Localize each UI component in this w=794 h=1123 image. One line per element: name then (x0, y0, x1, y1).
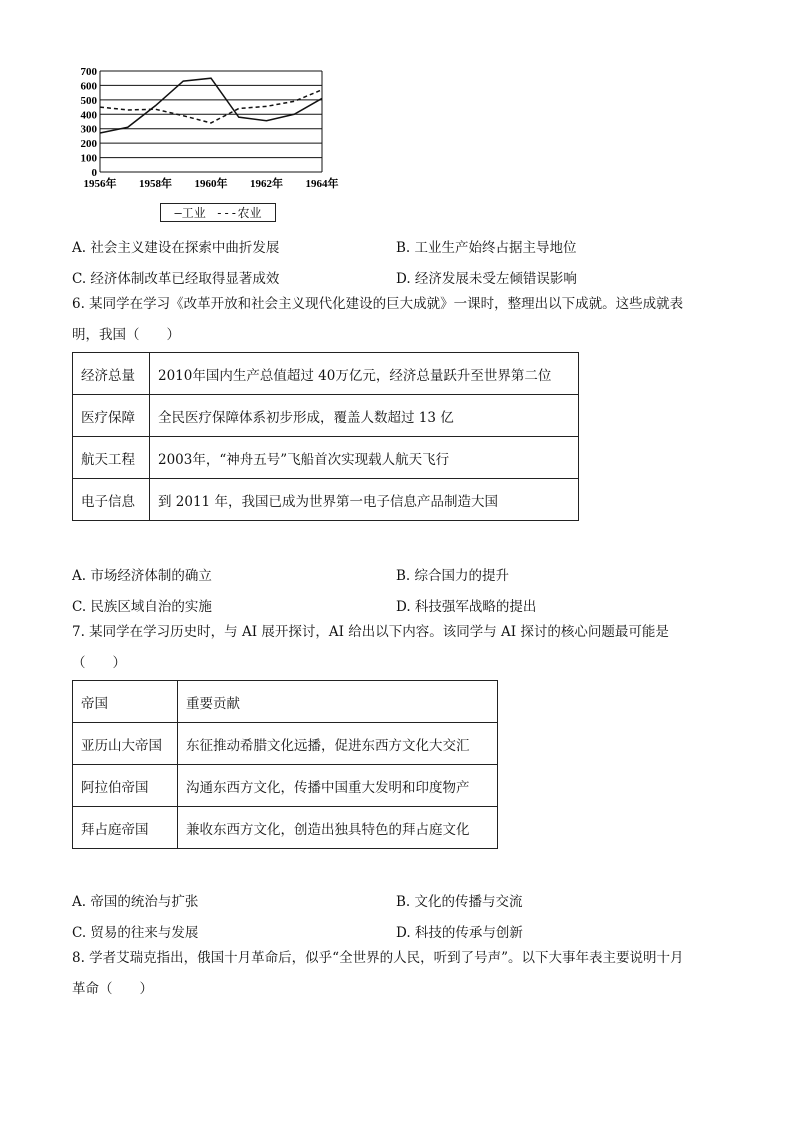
y-tick-label: 600 (80, 80, 97, 93)
chart-legend (160, 203, 276, 222)
table-row (73, 723, 498, 765)
table-cell: 到 2011 年，我国已成为世界第一电子信息产品制造大国 (150, 479, 579, 521)
series-line-agriculture (100, 90, 322, 123)
table-cell: 拜占庭帝国 (73, 807, 178, 849)
x-tick-label: 1958年 (139, 178, 172, 190)
table-cell: 兼收东西方文化，创造出独具特色的拜占庭文化 (178, 807, 498, 849)
q6-option-c: C. 民族区域自治的实施 (72, 599, 212, 615)
q7-stem-line1: 7. 某同学在学习历史时，与 AI 展开探讨，AI 给出以下内容。该同学与 AI 探讨的核心问题最可能是 (72, 624, 669, 640)
q5-option-a: A. 社会主义建设在探索中曲折发展 (72, 240, 280, 256)
table-cell: 阿拉伯帝国 (73, 765, 178, 807)
q6-table (72, 352, 579, 521)
legend-item-industry: —工业 (174, 206, 206, 220)
y-tick-label: 500 (80, 94, 97, 107)
q7-table (72, 680, 498, 849)
table-header-row (73, 681, 498, 723)
y-axis-ticks (81, 66, 98, 179)
table-cell: 全民医疗保障体系初步形成，覆盖人数超过 13 亿 (150, 395, 579, 437)
table-cell: 电子信息 (73, 479, 150, 521)
q7-option-c: C. 贸易的往来与发展 (72, 925, 199, 941)
table-cell: 航天工程 (73, 437, 150, 479)
table-cell: 2010年国内生产总值超过 40万亿元，经济总量跃升至世界第二位 (150, 353, 579, 395)
q6-option-b: B. 综合国力的提升 (396, 568, 510, 584)
table-cell: 亚历山大帝国 (73, 723, 178, 765)
table-header-cell: 重要贡献 (178, 681, 498, 723)
q7-option-a: A. 帝国的统治与扩张 (72, 894, 199, 910)
y-tick-label: 200 (80, 138, 97, 151)
x-tick-label: 1956年 (83, 178, 117, 190)
table-cell: 东征推动希腊文化远播，促进东西方文化大交汇 (178, 723, 498, 765)
table-row (73, 437, 579, 479)
q8-stem-line2: 革命（ ） (72, 981, 153, 997)
y-tick-label: 300 (80, 123, 97, 136)
y-tick-label: 400 (80, 109, 97, 122)
legend-item-agriculture: ---农业 (215, 206, 262, 220)
table-row (73, 807, 498, 849)
q6-stem-line1: 6. 某同学在学习《改革开放和社会主义现代化建设的巨大成就》一课时，整理出以下成就。这些成就表 (72, 296, 684, 312)
table-header-cell: 帝国 (73, 681, 178, 723)
series-lines (100, 78, 322, 133)
x-tick-label: 1962年 (250, 178, 283, 190)
table-row (73, 353, 579, 395)
x-tick-label: 1964年 (305, 178, 339, 190)
x-tick-label: 1960年 (194, 178, 228, 190)
y-tick-label: 100 (80, 152, 97, 165)
q5-option-c: C. 经济体制改革已经取得显著成效 (72, 271, 280, 287)
q7-option-b: B. 文化的传播与交流 (396, 894, 523, 910)
series-line-industry (100, 78, 322, 133)
x-axis-ticks (84, 176, 339, 190)
table-cell: 沟通东西方文化，传播中国重大发明和印度物产 (178, 765, 498, 807)
q7-option-d: D. 科技的传承与创新 (396, 925, 523, 941)
y-tick-label: 0 (91, 167, 97, 179)
q6-option-a: A. 市场经济体制的确立 (72, 568, 212, 584)
q5-option-d: D. 经济发展未受左倾错误影响 (396, 271, 577, 287)
table-row (73, 395, 579, 437)
q6-option-d: D. 科技强军战略的提出 (396, 599, 537, 615)
table-row (73, 765, 498, 807)
line-chart (70, 62, 340, 202)
table-row (73, 479, 579, 521)
q8-stem-line1: 8. 学者艾瑞克指出，俄国十月革命后，似乎“全世界的人民，听到了号声”。以下大事年表主要说明十月 (72, 950, 684, 966)
table-cell: 医疗保障 (73, 395, 150, 437)
q7-stem-line2: （ ） (72, 655, 126, 671)
q5-option-b: B. 工业生产始终占据主导地位 (396, 240, 577, 256)
table-cell: 2003年，“神舟五号”飞船首次实现载人航天飞行 (150, 437, 579, 479)
grid-lines (100, 71, 322, 172)
q6-stem-line2: 明，我国（ ） (72, 327, 180, 343)
y-tick-label: 700 (80, 66, 97, 78)
table-cell: 经济总量 (73, 353, 150, 395)
